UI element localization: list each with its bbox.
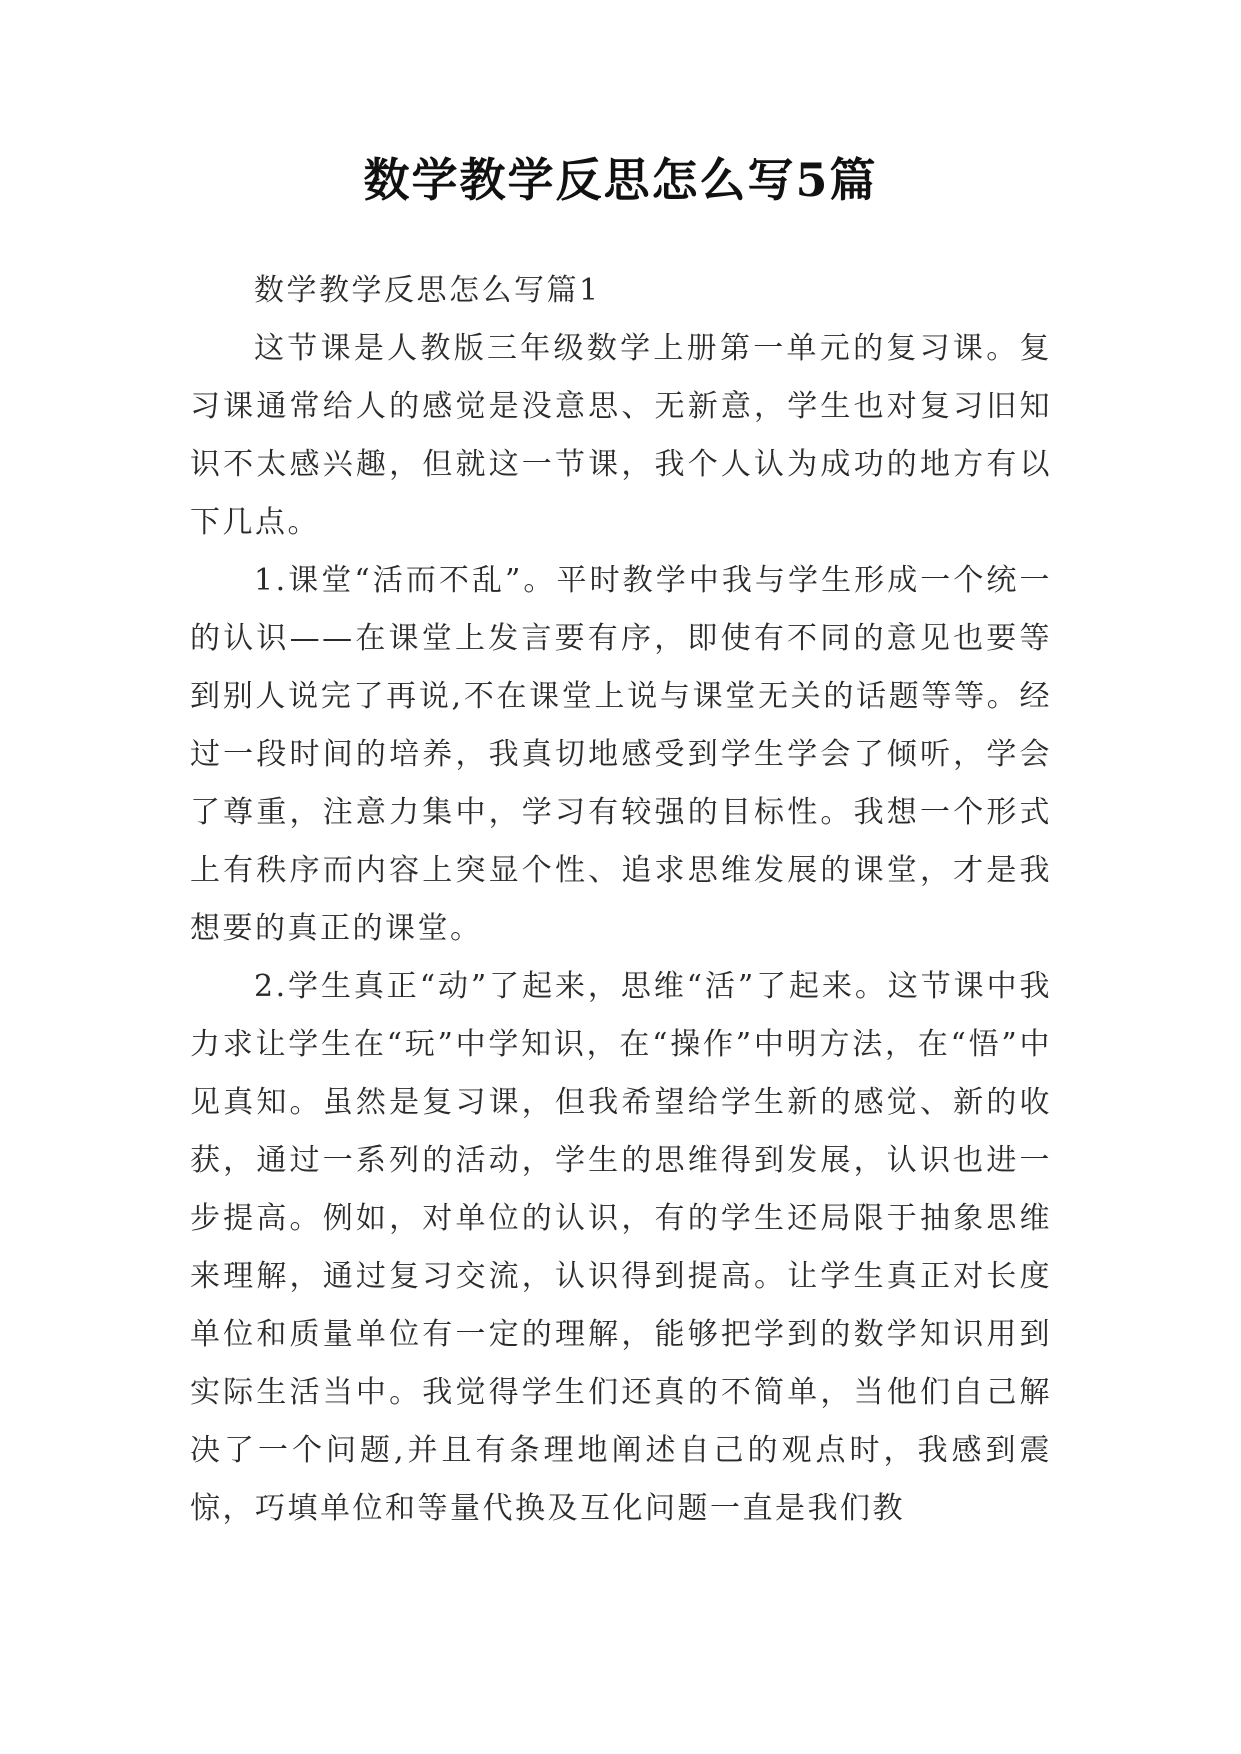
paragraph-point-2: 2.学生真正“动”了起来，思维“活”了起来。这节课中我力求让学生在“玩”中学知识，在“操作”中明方法，在“悟”中见真知。虽然是复习课，但我希望给学生新的感觉、新的收获，通过一系列的活动，学生的思维得到发展，认识也进一步提高。例如，对单位的认识，有的学生还局限于抽象思维来理解，通过复习交流，认识得到提高。让学生真正对长度单位和质量单位有一定的理解，能够把学到的数学知识用到实际生活当中。我觉得学生们还真的不简单，当他们自己解决了一个问题,并且有条理地阐述自己的观点时，我感到震惊，巧填单位和等量代换及互化问题一直是我们教 [190,969,1052,1526]
paragraph-intro: 这节课是人教版三年级数学上册第一单元的复习课。复习课通常给人的感觉是没意思、无新意，学生也对复习旧知识不太感兴趣，但就这一节课，我个人认为成功的地方有以下几点。 [190,331,1052,540]
document-body [190,262,1052,1538]
document-title: 数学教学反思怎么写5篇 [363,153,878,207]
paragraph-point-1: 1.课堂“活而不乱”。平时教学中我与学生形成一个统一的认识——在课堂上发言要有序，即使有不同的意见也要等到别人说完了再说,不在课堂上说与课堂无关的话题等等。经过一段时间的培养，我真切地感受到学生学会了倾听，学会了尊重，注意力集中，学习有较强的目标性。我想一个形式上有秩序而内容上突显个性、追求思维发展的课堂，才是我想要的真正的课堂。 [190,563,1052,946]
section-heading: 数学教学反思怎么写篇1 [254,273,601,308]
